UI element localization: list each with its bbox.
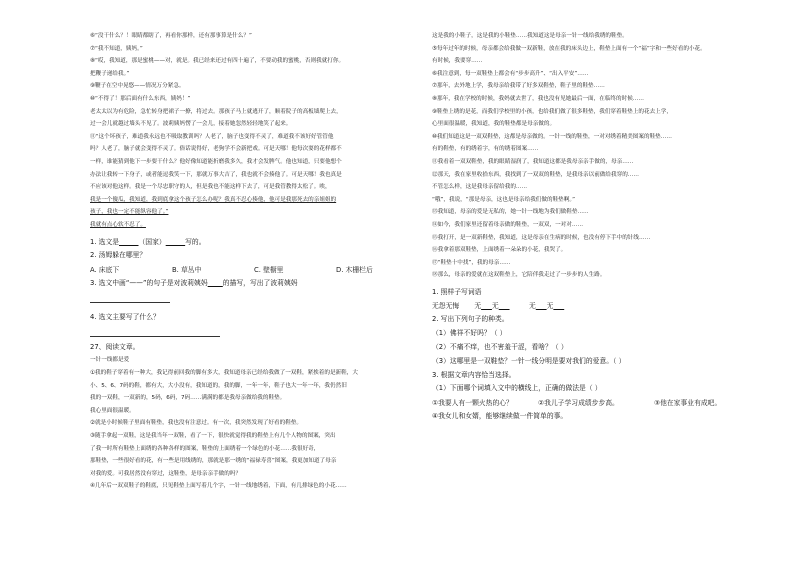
- option-1[interactable]: ①我要人有一颗火热的心？: [432, 399, 513, 408]
- passage-line: ①我的鞋子穿着有一种大，我记得前回我的脚有多大，我知道母亲已经给我做了一双鞋，紧挨着的是新鞋，大: [90, 370, 358, 377]
- passage-line: 有的鞋垫，有的绣着字，有的绣着图案……: [432, 146, 539, 153]
- question-4: 4. 选文主要写了什么？: [90, 312, 160, 321]
- story-text: [90, 30, 420, 232]
- passage-text-right: [432, 30, 762, 282]
- right-column: [432, 30, 762, 424]
- option-d[interactable]: D. 木栅栏后: [336, 266, 373, 275]
- passage-line: 有时候，我要穿……: [432, 58, 483, 65]
- answer-blank[interactable]: [166, 238, 185, 246]
- right-question-2: 2. 写出下列句子的种类。: [432, 315, 509, 324]
- passage-line: ⑭如今，我们家里还留着母亲做的鞋垫，一双双，一对对……: [432, 221, 584, 228]
- sentence-item[interactable]: （1）佛祥不好吗？（ ）: [432, 329, 507, 338]
- question-3: 3. 选文中画“——”的句子是对波莉姨妈 的描写，写出了波莉姨妈: [90, 279, 298, 288]
- right-question-3: 3. 根据文章内容恰当选择。: [432, 370, 516, 379]
- passage-line: ⑪我看着一双双鞋垫，我的眼睛湿润了，我知道这都是我母亲亲手做的，母亲……: [432, 158, 634, 165]
- passage-line: ⑨鞋垫上绣的是花，而我们学校里的小孩，也给我们做了很多鞋垫，我们穿着鞋垫上的花去上学，: [432, 108, 672, 115]
- question-2-options: [90, 263, 420, 277]
- story-line: 不应该对他这样。我是一个尽忠职守的人，但是我也不能这样下去了，可是我管教得太松了。唉，: [90, 184, 331, 191]
- passage-line: ⑬我知道，母亲的爱是无私的，她一针一线地为我们做鞋垫……: [432, 209, 589, 216]
- passage-line: 不管怎么样，这是我母亲留给我的……: [432, 184, 528, 191]
- story-line: ⑪“这个坏孩子，难道我永远也不吸取教训吗？人老了，脑子也变得不灵了，难道我不该好好管管他: [90, 133, 334, 140]
- passage-line: 这是我的小鞋子，这是我的小鞋垫……我知道这是母亲一针一线给我绣的鞋垫。: [432, 33, 628, 39]
- passage-line: ⑯我拿着那双鞋垫，上面绣着一朵朵的小花，我哭了。: [432, 247, 567, 254]
- story-line: 吗？人老了，脑子就会变得不灵了。俗话说得好，老狗学不会新把戏。可是天哪！他每次耍的花样都不: [90, 146, 342, 153]
- answer-blank[interactable]: [481, 302, 492, 310]
- passage-line: ⑤每年过年的时候，母亲都会给我做一双新鞋，放在我的床头边上，鞋垫上面有一个“福”字和一些好看的小花。: [432, 45, 706, 52]
- story-line: 过一会儿就越过墙头不见了。波莉姨妈愣了一会儿，接着她忽然轻轻地笑了起来。: [90, 121, 292, 128]
- answer-blank[interactable]: [553, 302, 564, 310]
- story-line: ⑩“不得了！那后面有什么东西，姨妈！”: [90, 95, 191, 102]
- right-question-1: 1. 照样子写词语: [432, 287, 482, 296]
- option-c[interactable]: C. 壁橱里: [254, 266, 284, 275]
- passage-line: 那鞋垫，一些很好看的花，有一些是用线绣的，那就是那一绣的“福禄寿喜”图案，我更加知道了母亲: [90, 458, 337, 465]
- option-a[interactable]: A. 床底下: [90, 266, 120, 275]
- passage-line: 心里面很温暖，我知道，我的鞋垫都是母亲做的。: [432, 121, 556, 128]
- answer-blank[interactable]: [119, 238, 138, 246]
- passage-line: ⑱那么，母亲的爱就在这双鞋垫上，它陪伴我走过了一步步的人生路。: [432, 272, 606, 279]
- passage-line: ⑦那年，去外地上学，我母亲给我带了好多双鞋垫，鞋子里的鞋垫……: [432, 83, 605, 90]
- passage-line: ⑫那天，我在家里收拾东西，我找到了一双双的鞋垫，是我母亲以前做给我穿的……: [432, 171, 639, 178]
- word-pattern-row: 无怨无悔 无 无 无 无: [432, 300, 762, 314]
- passage-line: ③随手拿起一双鞋，这是我当年一双鞋，看了一下，很快就觉得我的鞋垫上有几个人物的图案，突出: [90, 433, 336, 440]
- story-line-underlined: 孩子，我也一定不能纵容他了。”: [90, 209, 169, 216]
- passage-title: 一针一线都是爱: [90, 357, 130, 364]
- passage-text-left: [90, 367, 420, 493]
- sentence-item[interactable]: （3）这哪里是一双鞋垫？一针一线分明是要对我们的爱意。（ ）: [432, 356, 626, 365]
- word-pattern-example: 无怨无悔: [432, 301, 460, 310]
- option-3[interactable]: ③他在家事业有成吧。: [654, 399, 722, 408]
- question-1: 1. 选文是 （国家） 写的。: [90, 237, 206, 246]
- passage-line: ⑰“鞋垫十中找”，我的母亲……: [432, 259, 511, 266]
- answer-line[interactable]: [90, 325, 220, 337]
- option-2[interactable]: ②我儿子学习成绩步步高。: [538, 399, 619, 408]
- option-b[interactable]: B. 草丛中: [172, 266, 202, 275]
- answer-blank[interactable]: [499, 302, 510, 310]
- answer-blank[interactable]: [536, 302, 547, 310]
- story-line: 一样，谁能猜到他下一步要干什么？他好像知道能折磨我多久，我才会发脾气。他也知道，只要他想个: [90, 158, 342, 165]
- passage-line: ⑥我注意到，每一双鞋垫上都会有“步步高升”、“出入平安”……: [432, 70, 589, 77]
- answer-blank[interactable]: [208, 279, 223, 287]
- section-27-heading: 27、阅读文章。: [90, 342, 140, 351]
- passage-line: 我的一双鞋，一双新的，5码，6码，7码……满满的都是我母亲做给我的鞋垫。: [90, 395, 286, 402]
- story-line: ⑨鞭子在空中晃悠——情况万分紧急。: [90, 83, 185, 90]
- passage-line: ⑧那年，我在学校的时候，我妈就去世了，我也没有见她最后一面，在临终的时候……: [432, 95, 644, 102]
- story-line: ⑦“我不知道，姨妈。”: [90, 45, 143, 52]
- question-2: 2. 汤姆躲在哪里？: [90, 251, 147, 260]
- story-line-underlined: 我是一个傻瓜，我知道，我到底拿这个孩子怎么办呢？我真不忍心揍他，他可是我那死去的亲姐姐的: [90, 196, 337, 203]
- passage-line: ②就是小时候鞋子里面有鞋垫，我也没有注意过。有一次，我突然发现了好看的鞋垫。: [90, 420, 302, 427]
- story-line: 把鞭子递给我。”: [90, 70, 130, 77]
- passage-line: 对我的爱。可我居然没有穿过，这鞋垫，是母亲亲手做的吗？: [90, 470, 242, 477]
- passage-line: 了我一时所有鞋垫上面绣的各种各样的图案，鞋垫的上面绣着一个绿色的小花……我很好奇，: [90, 445, 320, 452]
- story-line: 老太太以为有危险，急忙转身把裙子一撩，将过去。那孩子马上就逃开了，顺着院子的高板墙爬上去，: [90, 108, 342, 115]
- passage-line: “哦”，我说，“那是母亲，这也是母亲给我们做的鞋垫啊。”: [432, 196, 576, 203]
- story-line: ⑧“哎，我知道，那是蜜桃——对，就是。我已经来还过有四十遍了，不要动我的蜜桃，否则我就打你。: [90, 58, 345, 65]
- story-line: 办法让我转一下身子，或者能逗我笑一下，那就万事大吉了，我也就不会揍他了。可是天哪！我也真是: [90, 171, 342, 178]
- left-column: [90, 30, 420, 493]
- passage-line: 我心里面很温暖。: [90, 407, 135, 414]
- passage-line: ⑮我打开，是一双新鞋垫，我知道，这是母亲在生病的时候，也没有停下手中的针线……: [432, 234, 651, 241]
- passage-line: 小、5、6、7码的鞋，都有大，大小没有，我知道的，我的脚，一年一年，鞋子也大一年一年，我仍然旧: [90, 382, 347, 389]
- passage-line: ⑩我们知道这是一双双鞋垫，这都是母亲做的。一针一线的鞋垫，一对对绣着精美图案的鞋垫……: [432, 133, 672, 140]
- option-4[interactable]: ④我女儿和女婿，能够继续做一件简单的事。: [432, 412, 568, 421]
- story-line-underlined: 我就有点心软不忍了。: [90, 221, 146, 228]
- right-question-3-options: [432, 396, 762, 410]
- story-line: ⑥“没干什么？！眼睛都瞎了，再看你那样，还有那事算是什么？”: [90, 33, 252, 39]
- right-question-3-sub: （1）下面哪个词填入文中的横线上，正确的做法是（ ）: [432, 384, 602, 393]
- sentence-item[interactable]: （2）不痛不痒，也不害羞干涩，看啥？（ ）: [432, 343, 568, 352]
- passage-line: ④几年后一双双鞋子的鞋底，只见鞋垫上面写着几个字，一针一线地绣着，下面，有几排绿色的小花……: [90, 483, 347, 490]
- answer-line[interactable]: [90, 291, 170, 303]
